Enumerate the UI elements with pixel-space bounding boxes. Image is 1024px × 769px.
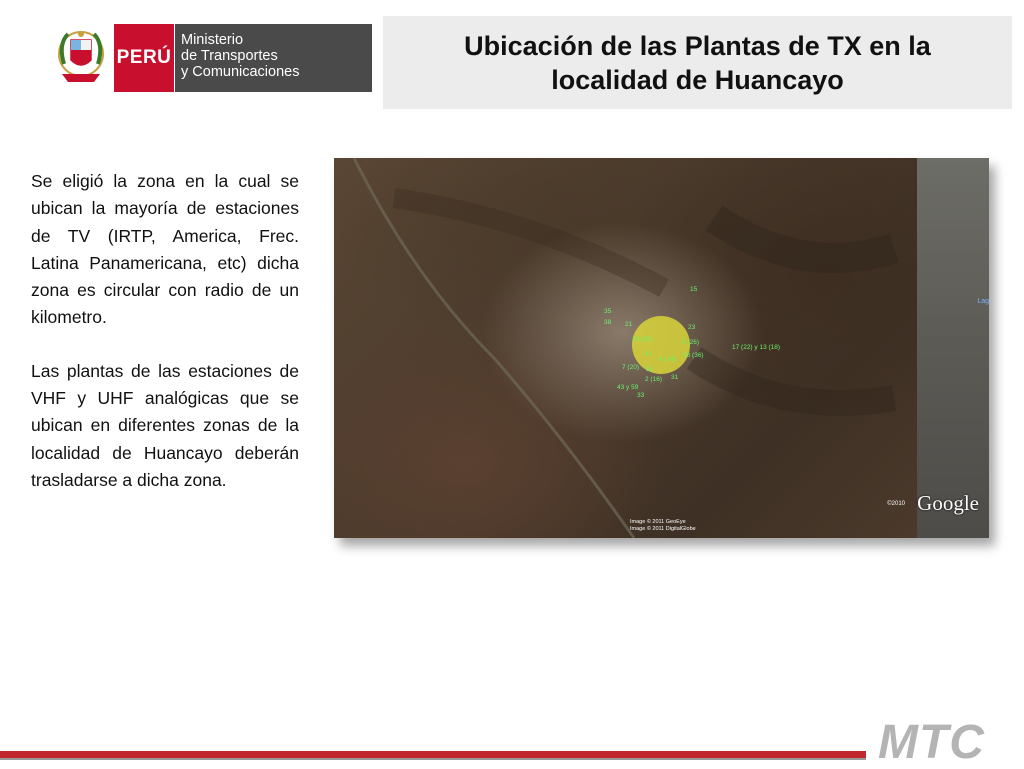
station-label: 53 (36) bbox=[683, 352, 704, 359]
google-logo: Google bbox=[917, 491, 979, 515]
station-label: 31 bbox=[671, 374, 679, 381]
station-label: 19 (32) bbox=[632, 336, 653, 343]
peru-label: PERÚ bbox=[114, 24, 174, 92]
station-label: 51 bbox=[646, 366, 654, 373]
station-label: 23 bbox=[688, 324, 696, 331]
ministry-line-2: de Transportes bbox=[181, 48, 278, 64]
station-label: 7 (20) bbox=[622, 364, 639, 371]
station-label: 47 bbox=[645, 351, 653, 358]
image-credits bbox=[630, 519, 696, 533]
map-side-strip bbox=[917, 158, 989, 538]
station-label: 35 bbox=[604, 308, 612, 315]
coat-of-arms-icon bbox=[54, 24, 108, 92]
footer-red-bar bbox=[0, 751, 866, 758]
paragraph-zone: Se eligió la zona en la cual se ubican la mayoría de estaciones de TV (IRTP, America, Frec. Latina Panamericana, etc) dicha zona es circular con radio de un kilometro. bbox=[31, 171, 299, 328]
station-label: 2 (16) bbox=[645, 376, 662, 383]
satellite-map bbox=[334, 158, 989, 538]
google-copyright: ©2010 bbox=[887, 501, 905, 507]
lake-label: Lag bbox=[977, 298, 989, 305]
paragraph-relocation: Las plantas de las estaciones de VHF y UHF analógicas que se ubican en diferentes zonas de la localidad de Huancayo deberán trasladarse a dicha zona. bbox=[31, 360, 299, 490]
terrain-overlay bbox=[334, 158, 989, 538]
station-label: 15 bbox=[690, 286, 698, 293]
station-label: 38 bbox=[604, 319, 612, 326]
station-label: 5 (26) bbox=[682, 339, 699, 346]
slide-title: Ubicación de las Plantas de TX en la localidad de Huancayo bbox=[464, 30, 931, 95]
credit-line: Image © 2011 DigitalGlobe bbox=[630, 526, 696, 532]
credit-line: Image © 2011 GeoEye bbox=[630, 519, 686, 525]
ministry-logo bbox=[54, 24, 372, 94]
ministry-line-1: Ministerio bbox=[181, 32, 244, 48]
ministry-name bbox=[175, 24, 372, 92]
ministry-line-3: y Comunicaciones bbox=[181, 64, 300, 80]
station-label: 21 bbox=[625, 321, 633, 328]
footer-gray-bar bbox=[0, 758, 866, 760]
station-label: 33 bbox=[637, 392, 645, 399]
station-label: 4 (24) bbox=[659, 356, 676, 363]
station-label: 43 y 59 bbox=[617, 384, 639, 391]
mtc-logo: MTC bbox=[878, 716, 985, 769]
station-label: 17 (22) y 13 (18) bbox=[732, 344, 781, 351]
description-text bbox=[31, 168, 299, 520]
title-banner bbox=[383, 16, 1012, 109]
